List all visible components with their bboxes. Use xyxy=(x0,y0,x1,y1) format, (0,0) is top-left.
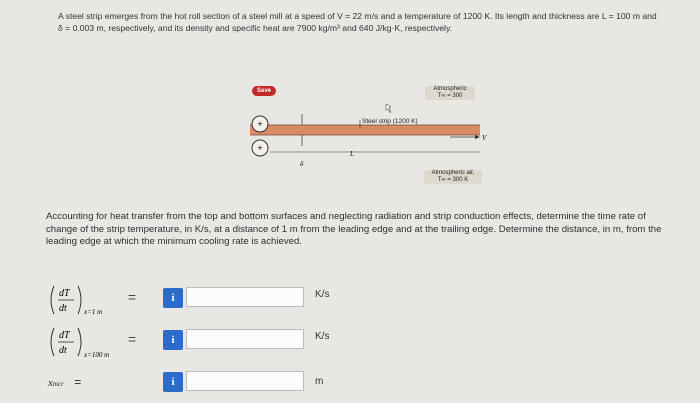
info-icon[interactable]: i xyxy=(163,372,183,392)
answer-row-trailing-edge xyxy=(0,326,700,359)
derivative-expression xyxy=(48,284,123,314)
save-button[interactable] xyxy=(252,86,276,96)
svg-text:+: + xyxy=(257,119,263,129)
atmosphere-bottom-title: Atmospheric air, xyxy=(431,170,475,176)
question-statement: Accounting for heat transfer from the top and bottom surfaces and neglecting radiation and strip conduction effects, determine the time rate of change of the strip temperature, in K/s, at a distance of 1 m from the leading edge and at the trailing edge. Determine the distance, in m, from the leading edge at which the minimum cooling rate is achieved. xyxy=(46,211,662,247)
atmosphere-top-title: Atmospheric xyxy=(433,86,467,92)
numerator: dT xyxy=(59,288,70,299)
answer-input-min-cooling-distance[interactable] xyxy=(186,371,304,391)
steel-strip xyxy=(250,125,480,135)
steel-strip-label: Steel strip (1200 K) xyxy=(362,118,418,125)
unit-label: m xyxy=(315,376,324,387)
unit-label: K/s xyxy=(315,331,330,342)
answer-input-leading-edge[interactable] xyxy=(186,287,304,307)
equals-sign: = xyxy=(128,289,137,305)
subscript: x=100 m xyxy=(84,351,110,359)
info-icon[interactable]: i xyxy=(163,330,183,350)
answer-row-leading-edge xyxy=(0,284,700,314)
x-subscript: mcr xyxy=(52,380,64,388)
x-symbol: x xyxy=(48,377,53,389)
answer-row-min-cooling xyxy=(0,368,700,398)
length-label: L xyxy=(350,150,354,158)
cursor-icon xyxy=(386,104,391,113)
atmosphere-top-label xyxy=(425,86,475,100)
unit-label: K/s xyxy=(315,289,330,300)
info-icon[interactable]: i xyxy=(163,288,183,308)
derivative-expression xyxy=(48,326,133,359)
svg-text:+: + xyxy=(257,143,263,153)
answer-input-trailing-edge[interactable] xyxy=(186,329,304,349)
atmosphere-bottom-label xyxy=(424,170,482,184)
equals-sign: = xyxy=(128,331,137,347)
atmosphere-bottom-temp: T∞ = 300 K xyxy=(437,177,469,183)
subscript: x=1 m xyxy=(84,308,103,316)
denominator: dt xyxy=(59,303,67,314)
denominator: dt xyxy=(59,345,67,356)
atmosphere-top-temp: T∞ = 300 xyxy=(437,93,463,99)
numerator: dT xyxy=(59,330,70,341)
velocity-label: V xyxy=(482,134,487,142)
problem-statement: A steel strip emerges from the hot roll section of a steel mill at a speed of V = 22 m/s and a temperature of 1200 K. Its length and thickness are L = 100 m and δ = 0.003 m, respectively, and its density and specific heat are 7900 kg/m³ and 640 J/kg·K, respectively. xyxy=(58,11,657,33)
x-mcr-expression xyxy=(48,373,81,403)
save-button-label: Save xyxy=(257,88,272,94)
delta-label: δ xyxy=(300,160,304,168)
equals-sign: = xyxy=(74,375,82,389)
